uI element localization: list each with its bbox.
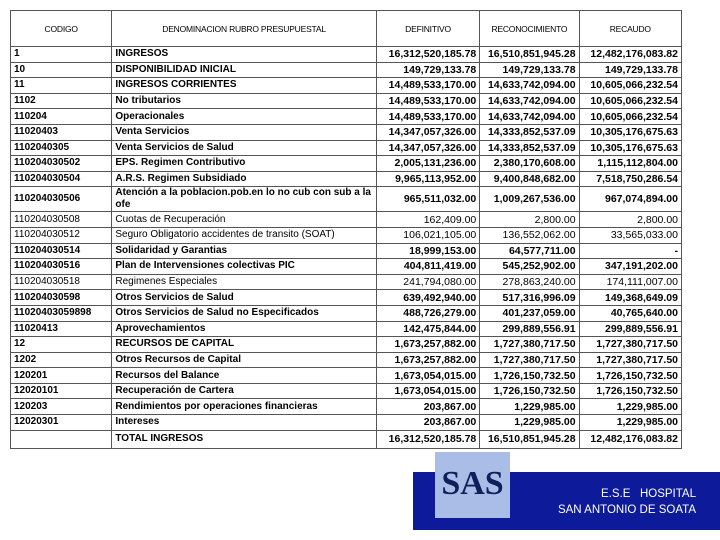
cell-reconocimiento: 14,333,852,537.09 — [480, 124, 579, 140]
cell-denominacion: Recursos del Balance — [112, 368, 376, 384]
cell-codigo: 110204 — [11, 109, 112, 125]
cell-definitivo: 162,409.00 — [376, 212, 479, 228]
cell-recaudo: 1,115,112,804.00 — [579, 156, 681, 172]
cell-reconocimiento: 2,380,170,608.00 — [480, 156, 579, 172]
cell-recaudo: 347,191,202.00 — [579, 259, 681, 275]
cell-codigo: 110204030518 — [11, 274, 112, 290]
cell-reconocimiento: 278,863,240.00 — [480, 274, 579, 290]
cell-recaudo: 1,727,380,717.50 — [579, 337, 681, 353]
cell-recaudo: 149,368,649.09 — [579, 290, 681, 306]
hospital-name-line2: SAN ANTONIO DE SOATA — [557, 504, 696, 516]
cell-definitivo: 1,673,257,882.00 — [376, 337, 479, 353]
cell-definitivo: 1,673,054,015.00 — [376, 368, 479, 384]
table-row — [11, 124, 682, 140]
cell-codigo: 11020403 — [11, 124, 112, 140]
header-codigo: CODIGO — [11, 11, 112, 47]
cell-recaudo: 10,605,066,232.54 — [579, 78, 681, 94]
cell-denominacion: No tributarios — [112, 93, 376, 109]
cell-reconocimiento: 401,237,059.00 — [480, 305, 579, 321]
cell-denominacion: Otros Servicios de Salud no Especificados — [112, 305, 376, 321]
cell-denominacion: Aprovechamientos — [112, 321, 376, 337]
table-row — [11, 93, 682, 109]
cell-denominacion: Otros Recursos de Capital — [112, 352, 376, 368]
cell-reconocimiento: 136,552,062.00 — [480, 227, 579, 243]
cell-definitivo: 142,475,844.00 — [376, 321, 479, 337]
cell-codigo: 110204030502 — [11, 156, 112, 172]
cell-definitivo: 1,673,257,882.00 — [376, 352, 479, 368]
cell-codigo: 110204030506 — [11, 187, 112, 212]
cell-reconocimiento: 16,510,851,945.28 — [480, 430, 579, 448]
cell-denominacion: RECURSOS DE CAPITAL — [112, 337, 376, 353]
table-row — [11, 368, 682, 384]
cell-codigo — [11, 430, 112, 448]
cell-definitivo: 203,867.00 — [376, 415, 479, 431]
cell-definitivo: 16,312,520,185.78 — [376, 430, 479, 448]
cell-recaudo: 10,605,066,232.54 — [579, 93, 681, 109]
table-row — [11, 156, 682, 172]
table-row — [11, 140, 682, 156]
cell-denominacion: Otros Servicios de Salud — [112, 290, 376, 306]
cell-recaudo: 33,565,033.00 — [579, 227, 681, 243]
cell-definitivo: 106,021,105.00 — [376, 227, 479, 243]
cell-reconocimiento: 14,333,852,537.09 — [480, 140, 579, 156]
cell-recaudo: 1,229,985.00 — [579, 399, 681, 415]
cell-definitivo: 16,312,520,185.78 — [376, 47, 479, 63]
table-row — [11, 415, 682, 431]
cell-codigo: 110204030504 — [11, 171, 112, 187]
cell-codigo: 110204030516 — [11, 259, 112, 275]
cell-recaudo: 10,305,176,675.63 — [579, 140, 681, 156]
header-definitivo: DEFINITIVO — [376, 11, 479, 47]
cell-definitivo: 14,347,057,326.00 — [376, 124, 479, 140]
cell-reconocimiento: 14,633,742,094.00 — [480, 78, 579, 94]
budget-income-table — [10, 10, 682, 449]
cell-definitivo: 14,489,533,170.00 — [376, 93, 479, 109]
cell-codigo: 1102 — [11, 93, 112, 109]
cell-reconocimiento: 1,727,380,717.50 — [480, 337, 579, 353]
table-row — [11, 290, 682, 306]
table-row — [11, 212, 682, 228]
table-row — [11, 78, 682, 94]
cell-reconocimiento: 14,633,742,094.00 — [480, 93, 579, 109]
cell-definitivo: 203,867.00 — [376, 399, 479, 415]
header-recaudo: RECAUDO — [579, 11, 681, 47]
cell-denominacion: Recuperación de Cartera — [112, 383, 376, 399]
cell-codigo: 10 — [11, 62, 112, 78]
table-row — [11, 383, 682, 399]
cell-codigo: 1202 — [11, 352, 112, 368]
cell-definitivo: 14,347,057,326.00 — [376, 140, 479, 156]
cell-reconocimiento: 1,229,985.00 — [480, 399, 579, 415]
cell-definitivo: 1,673,054,015.00 — [376, 383, 479, 399]
cell-reconocimiento: 2,800.00 — [480, 212, 579, 228]
cell-reconocimiento: 9,400,848,682.00 — [480, 171, 579, 187]
hospital-name-line1: E.S.E HOSPITAL — [600, 488, 696, 500]
cell-denominacion: Cuotas de Recuperación — [112, 212, 376, 228]
cell-denominacion: Regimenes Especiales — [112, 274, 376, 290]
cell-codigo: 120203 — [11, 399, 112, 415]
cell-reconocimiento: 1,229,985.00 — [480, 415, 579, 431]
cell-definitivo: 404,811,419.00 — [376, 259, 479, 275]
cell-codigo: 110204030508 — [11, 212, 112, 228]
cell-definitivo: 2,005,131,236.00 — [376, 156, 479, 172]
cell-reconocimiento: 299,889,556.91 — [480, 321, 579, 337]
table-row — [11, 47, 682, 63]
cell-reconocimiento: 64,577,711.00 — [480, 243, 579, 259]
table-row — [11, 109, 682, 125]
cell-recaudo: 12,482,176,083.82 — [579, 47, 681, 63]
cell-reconocimiento: 16,510,851,945.28 — [480, 47, 579, 63]
cell-codigo: 11 — [11, 78, 112, 94]
table-row — [11, 352, 682, 368]
hospital-logo — [435, 452, 510, 518]
header-reconocimiento: RECONOCIMIENTO — [480, 11, 579, 47]
cell-recaudo: 10,605,066,232.54 — [579, 109, 681, 125]
cell-recaudo: - — [579, 243, 681, 259]
cell-reconocimiento: 149,729,133.78 — [480, 62, 579, 78]
cell-recaudo: 174,111,007.00 — [579, 274, 681, 290]
table-row — [11, 305, 682, 321]
cell-definitivo: 965,511,032.00 — [376, 187, 479, 212]
cell-codigo: 11020413 — [11, 321, 112, 337]
cell-recaudo: 1,229,985.00 — [579, 415, 681, 431]
cell-denominacion: Venta Servicios — [112, 124, 376, 140]
cell-recaudo: 1,726,150,732.50 — [579, 368, 681, 384]
cell-codigo: 110204030598 — [11, 290, 112, 306]
hospital-name — [558, 486, 696, 518]
table-row — [11, 227, 682, 243]
table-header-row — [11, 11, 682, 47]
cell-reconocimiento: 1,726,150,732.50 — [480, 383, 579, 399]
cell-codigo: 1 — [11, 47, 112, 63]
total-row — [11, 430, 682, 448]
cell-definitivo: 639,492,940.00 — [376, 290, 479, 306]
cell-codigo: 12020301 — [11, 415, 112, 431]
cell-recaudo: 7,518,750,286.54 — [579, 171, 681, 187]
cell-reconocimiento: 14,633,742,094.00 — [480, 109, 579, 125]
cell-denominacion: Intereses — [112, 415, 376, 431]
cell-recaudo: 1,727,380,717.50 — [579, 352, 681, 368]
cell-denominacion: Rendimientos por operaciones financieras — [112, 399, 376, 415]
cell-codigo: 120201 — [11, 368, 112, 384]
cell-denominacion: DISPONIBILIDAD INICIAL — [112, 62, 376, 78]
cell-recaudo: 967,074,894.00 — [579, 187, 681, 212]
cell-reconocimiento: 545,252,902.00 — [480, 259, 579, 275]
cell-recaudo: 1,726,150,732.50 — [579, 383, 681, 399]
table-row — [11, 171, 682, 187]
cell-denominacion: Atención a la poblacion.pob.en lo no cub con sub a la ofe — [112, 187, 376, 212]
table-row — [11, 259, 682, 275]
cell-denominacion: Solidaridad y Garantias — [112, 243, 376, 259]
cell-reconocimiento: 517,316,996.09 — [480, 290, 579, 306]
cell-definitivo: 9,965,113,952.00 — [376, 171, 479, 187]
table-row — [11, 321, 682, 337]
cell-recaudo: 12,482,176,083.82 — [579, 430, 681, 448]
cell-denominacion: A.R.S. Regimen Subsidiado — [112, 171, 376, 187]
cell-recaudo: 149,729,133.78 — [579, 62, 681, 78]
cell-recaudo: 299,889,556.91 — [579, 321, 681, 337]
table-row — [11, 243, 682, 259]
cell-definitivo: 18,999,153.00 — [376, 243, 479, 259]
cell-codigo: 11020403059898 — [11, 305, 112, 321]
cell-codigo: 12 — [11, 337, 112, 353]
table-row — [11, 399, 682, 415]
table-row — [11, 62, 682, 78]
header-denominacion: DENOMINACION RUBRO PRESUPUESTAL — [112, 11, 376, 47]
cell-denominacion: INGRESOS CORRIENTES — [112, 78, 376, 94]
cell-denominacion: Plan de Intervensiones colectivas PIC — [112, 259, 376, 275]
cell-codigo: 110204030514 — [11, 243, 112, 259]
cell-recaudo: 2,800.00 — [579, 212, 681, 228]
cell-codigo: 110204030512 — [11, 227, 112, 243]
cell-definitivo: 14,489,533,170.00 — [376, 78, 479, 94]
cell-denominacion: Operacionales — [112, 109, 376, 125]
cell-denominacion: Seguro Obligatorio accidentes de transito (SOAT) — [112, 227, 376, 243]
table-row — [11, 187, 682, 212]
cell-definitivo: 241,794,080.00 — [376, 274, 479, 290]
table-row — [11, 337, 682, 353]
cell-reconocimiento: 1,726,150,732.50 — [480, 368, 579, 384]
cell-denominacion: Venta Servicios de Salud — [112, 140, 376, 156]
cell-codigo: 1102040305 — [11, 140, 112, 156]
cell-reconocimiento: 1,009,267,536.00 — [480, 187, 579, 212]
cell-denominacion: EPS. Regimen Contributivo — [112, 156, 376, 172]
cell-recaudo: 10,305,176,675.63 — [579, 124, 681, 140]
table-row — [11, 274, 682, 290]
cell-reconocimiento: 1,727,380,717.50 — [480, 352, 579, 368]
cell-recaudo: 40,765,640.00 — [579, 305, 681, 321]
cell-definitivo: 488,726,279.00 — [376, 305, 479, 321]
cell-denominacion: TOTAL INGRESOS — [112, 430, 376, 448]
cell-definitivo: 14,489,533,170.00 — [376, 109, 479, 125]
cell-definitivo: 149,729,133.78 — [376, 62, 479, 78]
cell-denominacion: INGRESOS — [112, 47, 376, 63]
cell-codigo: 12020101 — [11, 383, 112, 399]
hospital-logo-text: SAS — [441, 465, 504, 502]
